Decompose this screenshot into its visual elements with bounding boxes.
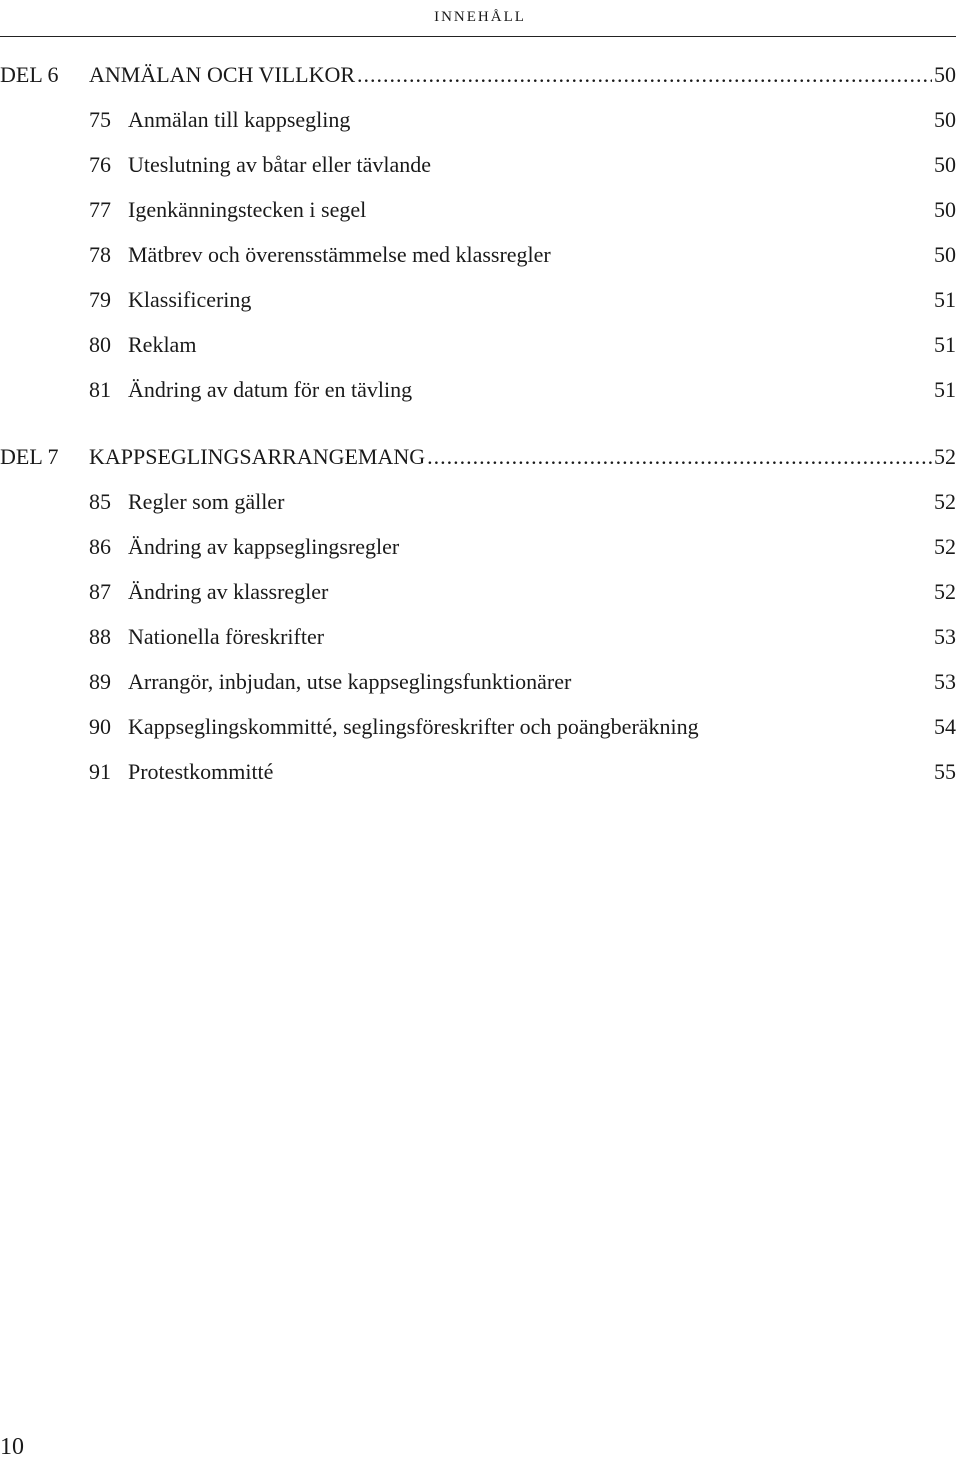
entry-number: 86 bbox=[89, 534, 111, 559]
entry-number: 81 bbox=[89, 377, 111, 402]
toc-entry[interactable] bbox=[0, 704, 956, 749]
toc-part-heading[interactable] bbox=[0, 434, 956, 479]
toc-entry[interactable] bbox=[0, 142, 956, 187]
entry-number: 87 bbox=[89, 579, 111, 604]
entry-title: Protestkommitté bbox=[128, 759, 274, 784]
entry-page-number: 52 bbox=[934, 579, 956, 604]
part-label: DEL 6 bbox=[0, 62, 59, 87]
entry-title: Igenkänningstecken i segel bbox=[128, 197, 367, 222]
entry-title: Ändring av datum för en tävling bbox=[128, 377, 413, 402]
toc-entry[interactable] bbox=[0, 97, 956, 142]
entry-title: Mätbrev och överensstämmelse med klassregler bbox=[128, 242, 551, 267]
entry-page-number: 50 bbox=[934, 152, 956, 177]
entry-title: Uteslutning av båtar eller tävlande bbox=[128, 152, 431, 177]
part-title: ANMÄLAN OCH VILLKOR bbox=[89, 62, 356, 87]
dot-leader bbox=[357, 52, 932, 97]
entry-number: 77 bbox=[89, 197, 111, 222]
part-label: DEL 7 bbox=[0, 444, 59, 469]
entry-number: 80 bbox=[89, 332, 111, 357]
toc-entry[interactable] bbox=[0, 749, 956, 794]
entry-page-number: 52 bbox=[934, 534, 956, 559]
entry-page-number: 52 bbox=[934, 489, 956, 514]
toc-entry[interactable] bbox=[0, 569, 956, 614]
entry-title: Regler som gäller bbox=[128, 489, 285, 514]
entry-title: Arrangör, inbjudan, utse kappseglingsfunktionärer bbox=[128, 669, 572, 694]
entry-title: Nationella föreskrifter bbox=[128, 624, 325, 649]
entry-number: 91 bbox=[89, 759, 111, 784]
part-page-number: 52 bbox=[934, 444, 956, 469]
entry-title: Ändring av klassregler bbox=[128, 579, 329, 604]
page-number: 10 bbox=[0, 1434, 24, 1460]
entry-page-number: 54 bbox=[934, 714, 956, 739]
entry-number: 79 bbox=[89, 287, 111, 312]
toc-entry[interactable] bbox=[0, 524, 956, 569]
entry-page-number: 53 bbox=[934, 669, 956, 694]
toc-entries bbox=[0, 479, 956, 794]
toc-part-heading[interactable] bbox=[0, 52, 956, 97]
entry-number: 90 bbox=[89, 714, 111, 739]
entry-title: Reklam bbox=[128, 332, 197, 357]
toc-entry[interactable] bbox=[0, 277, 956, 322]
entry-number: 89 bbox=[89, 669, 111, 694]
toc-entry[interactable] bbox=[0, 187, 956, 232]
toc-entry[interactable] bbox=[0, 614, 956, 659]
entry-number: 85 bbox=[89, 489, 111, 514]
entry-title: Ändring av kappseglingsregler bbox=[128, 534, 400, 559]
running-head: innehåll bbox=[434, 1, 526, 26]
toc-entry[interactable] bbox=[0, 479, 956, 524]
entry-page-number: 51 bbox=[934, 287, 956, 312]
header-rule bbox=[0, 36, 956, 37]
part-page-number: 50 bbox=[934, 62, 956, 87]
toc-entry[interactable] bbox=[0, 367, 956, 412]
entry-title: Klassificering bbox=[128, 287, 252, 312]
entry-page-number: 51 bbox=[934, 377, 956, 402]
toc-entry[interactable] bbox=[0, 659, 956, 704]
entry-page-number: 50 bbox=[934, 107, 956, 132]
entry-number: 76 bbox=[89, 152, 111, 177]
entry-number: 88 bbox=[89, 624, 111, 649]
part-title: KAPPSEGLINGSARRANGEMANG bbox=[89, 444, 426, 469]
entry-title: Anmälan till kappsegling bbox=[128, 107, 351, 132]
entry-page-number: 50 bbox=[934, 197, 956, 222]
entry-page-number: 50 bbox=[934, 242, 956, 267]
entry-number: 75 bbox=[89, 107, 111, 132]
toc-entry[interactable] bbox=[0, 232, 956, 277]
dot-leader bbox=[427, 434, 932, 479]
entry-page-number: 53 bbox=[934, 624, 956, 649]
toc-entries bbox=[0, 97, 956, 412]
entry-number: 78 bbox=[89, 242, 111, 267]
entry-page-number: 55 bbox=[934, 759, 956, 784]
toc-entry[interactable] bbox=[0, 322, 956, 367]
entry-page-number: 51 bbox=[934, 332, 956, 357]
entry-title: Kappseglingskommitté, seglingsföreskrifter och poängberäkning bbox=[128, 714, 699, 739]
table-of-contents bbox=[0, 52, 956, 794]
